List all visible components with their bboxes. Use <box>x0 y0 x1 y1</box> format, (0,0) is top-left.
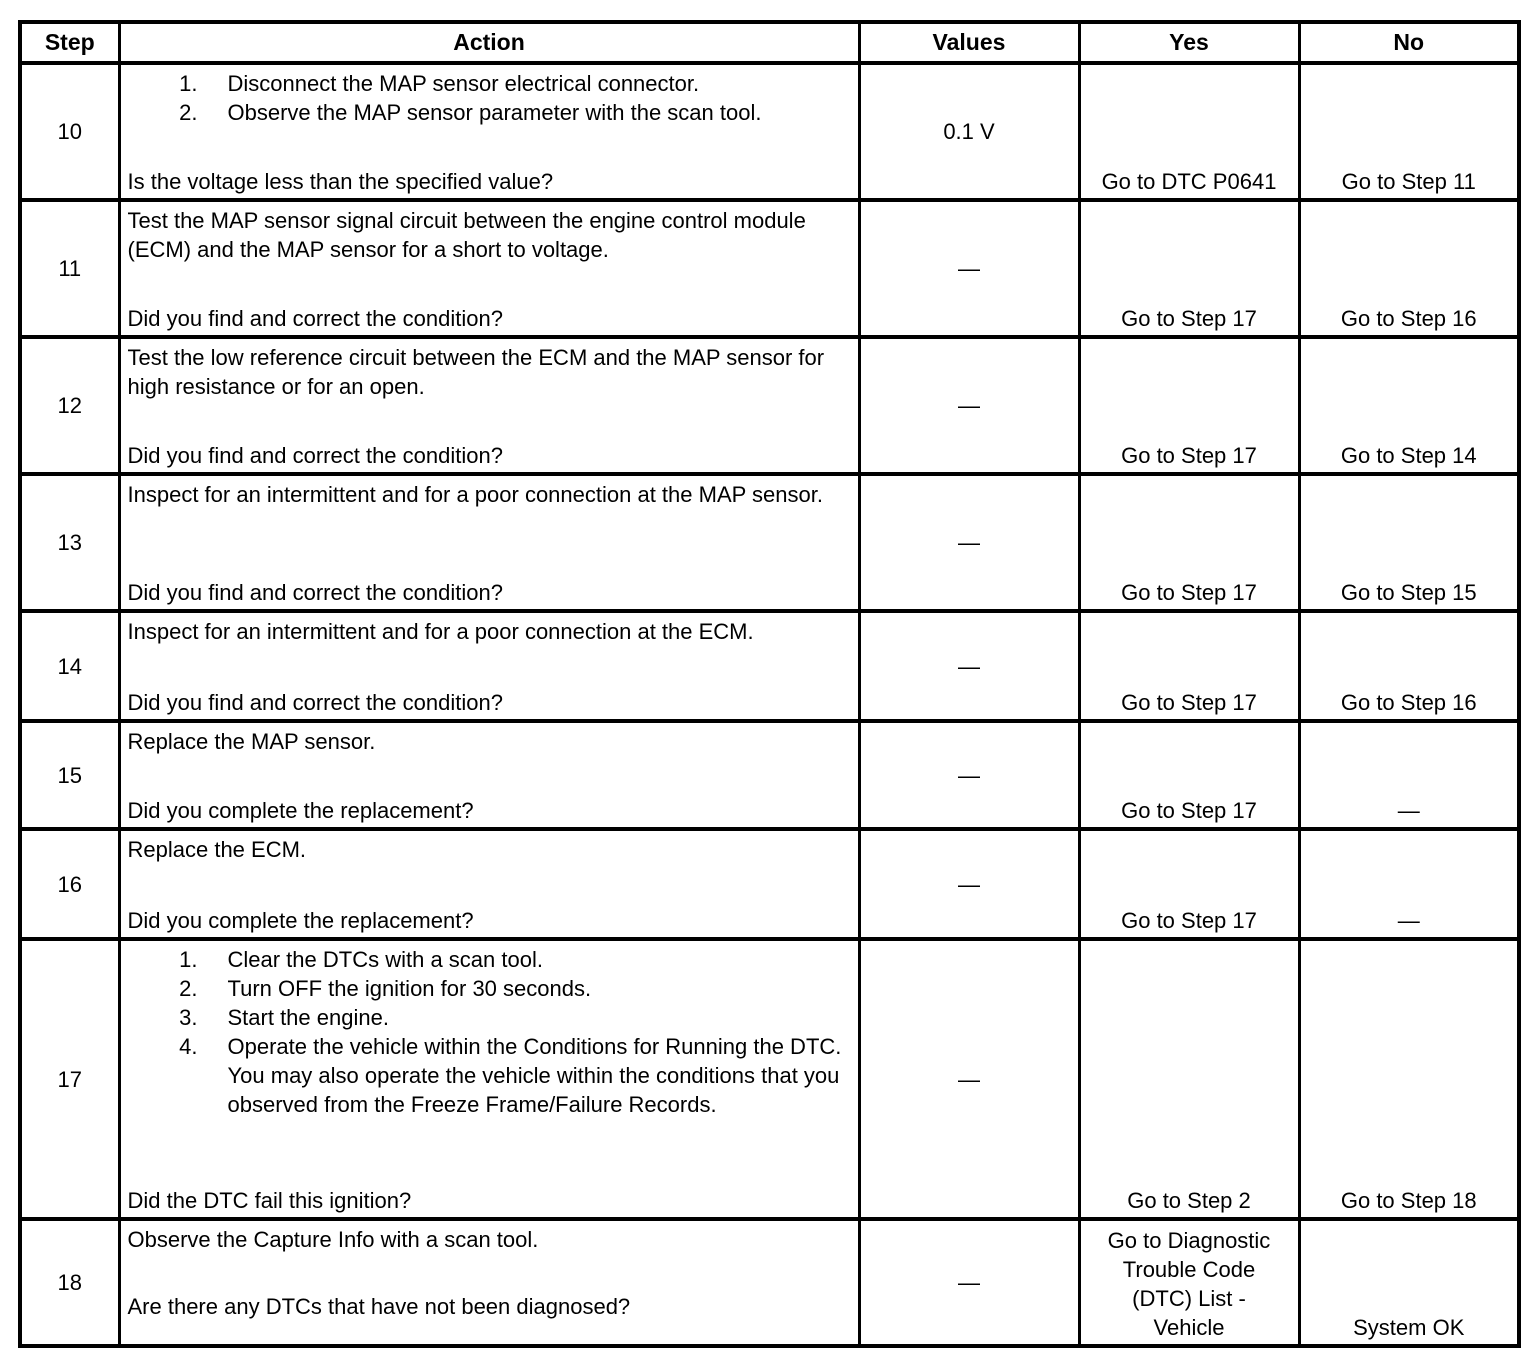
action-question: Did you complete the replacement? <box>127 798 474 823</box>
yes-cell: Go to Step 17 <box>1079 200 1299 337</box>
step-number: 18 <box>20 1219 119 1346</box>
values-cell: — <box>859 939 1079 1219</box>
values-cell: — <box>859 337 1079 474</box>
table-row <box>20 721 1519 829</box>
list-item <box>128 945 850 974</box>
action-question: Is the voltage less than the specified value? <box>127 169 554 194</box>
list-text: Clear the DTCs with a scan tool. <box>227 947 543 972</box>
step-number: 15 <box>20 721 119 829</box>
action-question: Did you find and correct the condition? <box>127 690 503 715</box>
yes-cell: Go to Step 17 <box>1079 474 1299 611</box>
list-text: Observe the MAP sensor parameter with the scan tool. <box>227 100 762 125</box>
no-cell: — <box>1299 721 1519 829</box>
header-action: Action <box>119 22 859 63</box>
values-cell: — <box>859 474 1079 611</box>
list-number: 1. <box>179 947 198 972</box>
list-item <box>128 69 850 98</box>
header-values: Values <box>859 22 1079 63</box>
table-row <box>20 829 1519 939</box>
action-cell <box>119 63 859 200</box>
action-text: Inspect for an intermittent and for a poor connection at the MAP sensor. <box>127 482 823 507</box>
action-text: Test the low reference circuit between the ECM and the MAP sensor for high resistance or for an open. <box>127 345 825 399</box>
step-number: 11 <box>20 200 119 337</box>
table-row <box>20 474 1519 611</box>
action-text: Test the MAP sensor signal circuit between the engine control module (ECM) and the MAP sensor for a short to voltage. <box>127 208 806 262</box>
yes-cell: Go to Diagnostic Trouble Code (DTC) List - Vehicle <box>1079 1219 1299 1346</box>
values-cell: — <box>859 721 1079 829</box>
action-cell <box>119 939 859 1219</box>
action-list <box>128 69 850 127</box>
list-text: Turn OFF the ignition for 30 seconds. <box>227 976 592 1001</box>
no-cell: Go to Step 14 <box>1299 337 1519 474</box>
action-cell <box>119 611 859 721</box>
yes-cell: Go to Step 17 <box>1079 721 1299 829</box>
action-cell <box>119 1219 859 1346</box>
values-cell: — <box>859 611 1079 721</box>
list-text: Disconnect the MAP sensor electrical connector. <box>227 71 700 96</box>
table-row <box>20 611 1519 721</box>
no-cell: — <box>1299 829 1519 939</box>
action-text: Inspect for an intermittent and for a poor connection at the ECM. <box>127 619 754 644</box>
no-cell: System OK <box>1299 1219 1519 1346</box>
action-cell <box>119 721 859 829</box>
action-cell <box>119 474 859 611</box>
table-row <box>20 63 1519 200</box>
values-cell: 0.1 V <box>859 63 1079 200</box>
list-item <box>128 974 850 1003</box>
table-row <box>20 939 1519 1219</box>
action-question: Did the DTC fail this ignition? <box>127 1188 412 1213</box>
action-cell <box>119 200 859 337</box>
step-number: 17 <box>20 939 119 1219</box>
yes-cell: Go to Step 17 <box>1079 611 1299 721</box>
action-question: Are there any DTCs that have not been diagnosed? <box>127 1294 631 1319</box>
action-question: Did you find and correct the condition? <box>127 306 503 331</box>
action-question: Did you complete the replacement? <box>127 908 474 933</box>
table-row <box>20 1219 1519 1346</box>
action-cell <box>119 829 859 939</box>
values-cell: — <box>859 829 1079 939</box>
action-text: Replace the ECM. <box>127 837 307 862</box>
list-item <box>128 98 850 127</box>
header-yes: Yes <box>1079 22 1299 63</box>
step-number: 16 <box>20 829 119 939</box>
action-question: Did you find and correct the condition? <box>127 580 503 605</box>
action-text: Replace the MAP sensor. <box>127 729 376 754</box>
action-cell <box>119 337 859 474</box>
diagnostic-table <box>18 20 1521 1348</box>
no-cell: Go to Step 16 <box>1299 200 1519 337</box>
action-text: Observe the Capture Info with a scan tool. <box>127 1227 539 1252</box>
no-cell: Go to Step 15 <box>1299 474 1519 611</box>
values-cell: — <box>859 200 1079 337</box>
list-number: 2. <box>179 100 198 125</box>
header-no: No <box>1299 22 1519 63</box>
list-item <box>128 1003 850 1032</box>
step-number: 12 <box>20 337 119 474</box>
no-cell: Go to Step 18 <box>1299 939 1519 1219</box>
step-number: 14 <box>20 611 119 721</box>
no-cell: Go to Step 11 <box>1299 63 1519 200</box>
action-list <box>128 945 850 1119</box>
list-text: Operate the vehicle within the Conditions for Running the DTC. You may also operate the vehicle within the conditions that you observed from the Freeze Frame/Failure Records. <box>227 1034 842 1117</box>
header-step: Step <box>20 22 119 63</box>
list-number: 4. <box>179 1034 198 1059</box>
yes-cell: Go to DTC P0641 <box>1079 63 1299 200</box>
list-item <box>128 1032 850 1119</box>
list-number: 1. <box>179 71 198 96</box>
yes-cell: Go to Step 2 <box>1079 939 1299 1219</box>
step-number: 13 <box>20 474 119 611</box>
list-number: 3. <box>179 1005 198 1030</box>
no-cell: Go to Step 16 <box>1299 611 1519 721</box>
list-number: 2. <box>179 976 198 1001</box>
table-row <box>20 200 1519 337</box>
yes-cell: Go to Step 17 <box>1079 829 1299 939</box>
header-row <box>20 22 1519 63</box>
values-cell: — <box>859 1219 1079 1346</box>
action-question: Did you find and correct the condition? <box>127 443 503 468</box>
table-row <box>20 337 1519 474</box>
list-text: Start the engine. <box>227 1005 389 1030</box>
step-number: 10 <box>20 63 119 200</box>
yes-cell: Go to Step 17 <box>1079 337 1299 474</box>
